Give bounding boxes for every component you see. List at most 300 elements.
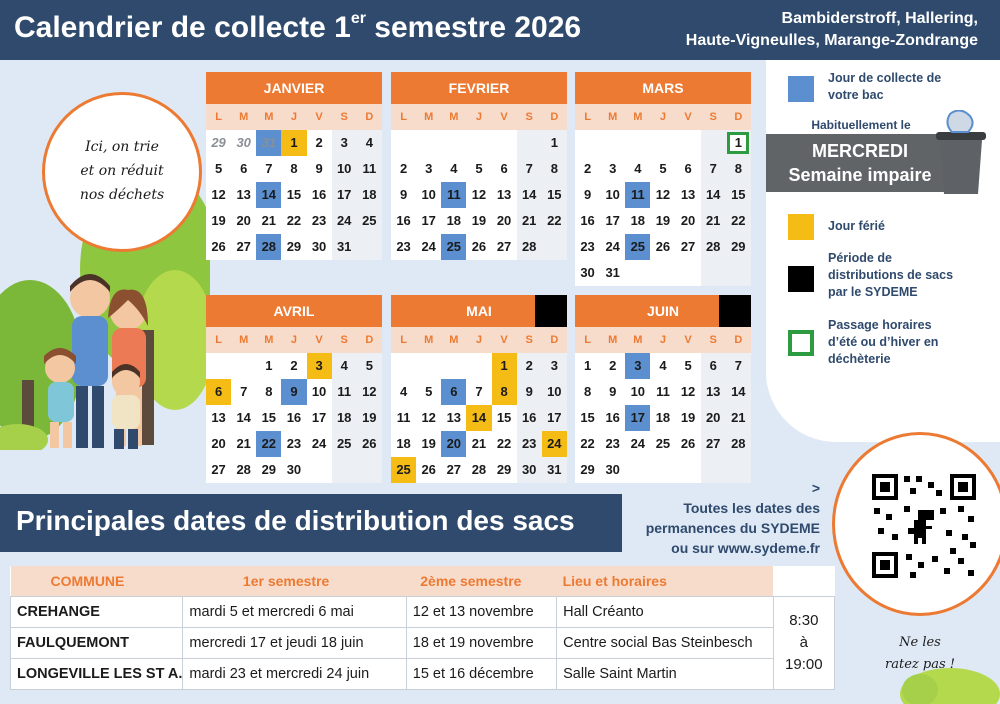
calendar-day: 22 <box>580 436 595 451</box>
calendar-day: 7 <box>517 156 542 182</box>
calendar-day: 13 <box>701 379 726 405</box>
calendar-day: 2 <box>399 161 408 176</box>
weekday-label: J <box>659 111 666 123</box>
week-row <box>575 130 751 156</box>
calendar-day: 24 <box>311 436 327 451</box>
weekday-label: M <box>608 111 618 123</box>
calendar-day: 27 <box>496 239 512 254</box>
cell-commune: FAULQUEMONT <box>11 627 183 658</box>
weekday-label: D <box>550 111 559 123</box>
calendar-day: 19 <box>357 405 382 431</box>
calendar-day: 26 <box>357 431 382 457</box>
week-row <box>391 353 567 379</box>
calendar-day: 14 <box>517 182 542 208</box>
weekday-label: S <box>340 111 348 123</box>
calendar-day: 15 <box>726 182 751 208</box>
cell-s1: mardi 23 et mercredi 24 juin <box>183 658 406 689</box>
calendar-day: 14 <box>701 182 726 208</box>
weekday-header <box>206 104 382 130</box>
calendar-day: 15 <box>580 410 595 425</box>
calendar-day: 23 <box>396 239 411 254</box>
col-header-s1: 1er semestre <box>183 566 406 596</box>
calendar-day: 23 <box>517 431 542 457</box>
weekday-label: S <box>525 334 533 346</box>
calendar-day: 7 <box>475 384 483 399</box>
calendar-day: 29 <box>211 135 226 150</box>
calendar-day: 22 <box>496 436 512 451</box>
calendar-day: 29 <box>496 462 512 477</box>
month-janvier <box>206 72 382 260</box>
month-avril <box>206 295 382 483</box>
calendar-day: 25 <box>441 234 466 260</box>
sydeme-link-text[interactable]: > Toutes les dates des permanences du SYDEME ou sur www.sydeme.fr <box>645 480 820 556</box>
calendar-day: 13 <box>680 187 696 202</box>
calendar-day: 26 <box>680 436 696 451</box>
month-mars <box>575 72 751 286</box>
month-title <box>206 295 382 327</box>
calendar-day: 14 <box>236 410 251 425</box>
calendar-day <box>625 260 650 286</box>
calendar-day: 9 <box>583 187 592 202</box>
table-row <box>11 658 835 689</box>
week-row <box>575 353 751 379</box>
weekday-label: V <box>500 111 508 123</box>
month-title <box>206 72 382 104</box>
month-mai <box>391 295 567 483</box>
month-name: FEVRIER <box>448 80 510 96</box>
calendar-day: 31 <box>256 130 281 156</box>
calendar-day <box>517 130 542 156</box>
calendar-day: 10 <box>311 384 327 399</box>
calendar-day: 19 <box>211 213 226 228</box>
week-row <box>575 156 751 182</box>
week-row <box>391 379 567 405</box>
towns-list: Bambiderstroff, Hallering, Haute-Vigneulles, Marange-Zondrange <box>685 10 978 49</box>
cell-s2: 15 et 16 décembre <box>406 658 556 689</box>
calendar-day: 6 <box>701 353 726 379</box>
calendar-day: 6 <box>684 161 692 176</box>
calendar-day: 2 <box>315 135 323 150</box>
calendar-day: 1 <box>281 130 306 156</box>
calendar-day: 8 <box>492 379 517 405</box>
calendar-day: 11 <box>656 384 670 399</box>
distribution-marker <box>535 295 567 327</box>
calendar-day <box>650 260 675 286</box>
weekday-label: D <box>734 334 743 346</box>
col-header-commune: COMMUNE <box>11 566 183 596</box>
calendar-day: 20 <box>496 213 512 228</box>
calendar-day: 21 <box>517 208 542 234</box>
calendar-day <box>701 260 726 286</box>
week-row <box>206 156 382 182</box>
calendar-day: 8 <box>583 384 592 399</box>
calendar-day: 13 <box>446 410 462 425</box>
calendar-day: 15 <box>542 182 567 208</box>
col-header-lieu: Lieu et horaires <box>557 566 774 596</box>
calendar-day: 4 <box>399 384 408 399</box>
weekday-header <box>391 327 567 353</box>
calendar-day <box>357 234 382 260</box>
calendar-day: 26 <box>471 239 487 254</box>
calendar-day <box>676 130 701 156</box>
qr-code[interactable] <box>870 472 978 580</box>
calendar-day: 26 <box>421 462 436 477</box>
calendar-day: 15 <box>496 410 512 425</box>
calendar-day: 3 <box>609 161 617 176</box>
calendar-day: 5 <box>425 384 433 399</box>
calendar-day: 4 <box>634 161 642 176</box>
calendar-day: 1 <box>583 358 592 373</box>
calendar-day <box>391 353 416 379</box>
calendar-day: 5 <box>214 161 223 176</box>
calendar-day: 3 <box>425 161 433 176</box>
weekday-label: L <box>215 111 222 123</box>
calendar-day: 6 <box>240 161 248 176</box>
calendar-day: 14 <box>256 182 281 208</box>
weekday-header <box>391 104 567 130</box>
calendar-day: 18 <box>396 436 411 451</box>
weekday-label: V <box>500 334 508 346</box>
calendar-day: 22 <box>726 208 751 234</box>
month-title <box>391 72 567 104</box>
calendar-day: 1 <box>542 130 567 156</box>
calendar-day: 24 <box>605 239 620 254</box>
calendar-day: 20 <box>236 213 251 228</box>
calendar-day: 21 <box>726 405 751 431</box>
calendar-day: 29 <box>261 462 277 477</box>
weekday-label: L <box>400 111 407 123</box>
calendar-day: 29 <box>286 239 302 254</box>
calendar-day <box>441 353 466 379</box>
calendar-day: 27 <box>680 239 696 254</box>
calendar-day: 10 <box>605 187 620 202</box>
cell-s2: 18 et 19 novembre <box>406 627 556 658</box>
calendar-day <box>625 130 650 156</box>
weekday-label: M <box>264 334 274 346</box>
legend-label-dechetterie: Passage horaires d’été ou d’hiver en déchèterie <box>828 318 939 366</box>
calendar-day: 10 <box>630 384 646 399</box>
calendar-day <box>391 130 416 156</box>
calendar-day: 7 <box>726 353 751 379</box>
weekday-label: S <box>709 334 717 346</box>
calendar-day: 17 <box>311 410 327 425</box>
calendar-day: 24 <box>332 208 357 234</box>
month-name: MAI <box>466 303 492 319</box>
calendar-day: 12 <box>357 379 382 405</box>
calendar-day: 24 <box>630 436 646 451</box>
calendar-day: 30 <box>580 265 595 280</box>
day-number: 1 <box>727 132 749 154</box>
week-row <box>206 457 382 483</box>
calendar-day: 1 <box>492 353 517 379</box>
calendar-day: 10 <box>332 156 357 182</box>
weekday-label: J <box>290 111 297 123</box>
calendar-day: 9 <box>281 379 306 405</box>
calendar-day: 11 <box>357 156 382 182</box>
distribution-table <box>10 566 835 690</box>
calendar-day: 16 <box>311 187 327 202</box>
page-title: Calendrier de collecte 1er semestre 2026 <box>14 10 582 44</box>
calendar-day: 16 <box>286 410 302 425</box>
calendar-day: 13 <box>211 410 226 425</box>
weekday-label: J <box>475 334 482 346</box>
calendar-day: 30 <box>517 457 542 483</box>
calendar-day: 29 <box>726 234 751 260</box>
cell-commune: LONGEVILLE LES ST A. <box>11 658 183 689</box>
week-row <box>206 208 382 234</box>
calendar-day: 4 <box>357 130 382 156</box>
weekday-label: V <box>315 111 323 123</box>
calendar-day: 22 <box>542 208 567 234</box>
calendar-day: 22 <box>256 431 281 457</box>
calendar-day: 28 <box>256 234 281 260</box>
calendar-day: 27 <box>446 462 462 477</box>
calendar-day: 11 <box>625 182 650 208</box>
week-row <box>391 208 567 234</box>
week-row <box>391 182 567 208</box>
calendar-day <box>416 353 441 379</box>
month-name: AVRIL <box>273 303 315 319</box>
calendar-day: 16 <box>517 405 542 431</box>
calendar-day: 25 <box>357 208 382 234</box>
week-row <box>575 234 751 260</box>
cell-lieu: Hall Créanto <box>557 596 774 627</box>
calendar-day <box>307 457 332 483</box>
calendar-day: 7 <box>701 156 726 182</box>
calendar-day: 16 <box>605 410 620 425</box>
week-row <box>575 182 751 208</box>
legend-label-ferie: Jour férié <box>828 219 885 233</box>
calendar-day: 29 <box>580 462 595 477</box>
calendar-day <box>492 130 517 156</box>
calendar-day: 5 <box>357 353 382 379</box>
calendar-day: 9 <box>609 384 617 399</box>
calendar-day: 21 <box>261 213 277 228</box>
calendar-day: 6 <box>206 379 231 405</box>
calendar-day <box>231 353 256 379</box>
calendar-day: 5 <box>475 161 483 176</box>
week-row <box>206 431 382 457</box>
weekday-label: L <box>584 334 591 346</box>
week-row <box>206 234 382 260</box>
week-row <box>206 353 382 379</box>
legend-swatch-distribution <box>788 266 814 292</box>
calendar-day: 12 <box>211 187 226 202</box>
calendar-day: 19 <box>421 436 436 451</box>
calendar-day: 17 <box>625 405 650 431</box>
calendar-day: 26 <box>211 239 226 254</box>
calendar-day: 17 <box>421 213 436 228</box>
calendar-day: 14 <box>466 405 491 431</box>
calendar-day: 25 <box>391 457 416 483</box>
calendar-day: 19 <box>655 213 671 228</box>
calendar-day: 30 <box>286 462 302 477</box>
calendar-day: 7 <box>265 161 273 176</box>
weekday-label: D <box>734 111 743 123</box>
distribution-marker <box>719 295 751 327</box>
calendar-day: 25 <box>332 431 357 457</box>
calendar-day: 20 <box>701 405 726 431</box>
calendar-day: 27 <box>236 239 251 254</box>
calendar-day: 9 <box>315 161 323 176</box>
calendar-day: 3 <box>625 353 650 379</box>
week-row <box>391 431 567 457</box>
calendar-day: 8 <box>542 156 567 182</box>
calendar-day: 26 <box>655 239 671 254</box>
calendar-day: 16 <box>396 213 411 228</box>
calendar-day: 18 <box>446 213 462 228</box>
weekday-label: J <box>475 111 482 123</box>
legend-swatch-ferie <box>788 214 814 240</box>
week-row <box>206 405 382 431</box>
calendar-day: 28 <box>471 462 487 477</box>
week-row <box>575 431 751 457</box>
calendar-day <box>600 130 625 156</box>
calendar-day: 31 <box>542 457 567 483</box>
calendar-day: 5 <box>659 161 667 176</box>
week-row <box>391 457 567 483</box>
calendar-day: 28 <box>701 234 726 260</box>
calendar-day: 18 <box>630 213 646 228</box>
week-row <box>575 405 751 431</box>
month-title <box>575 72 751 104</box>
weekday-label: M <box>449 334 459 346</box>
calendar-day <box>726 130 751 156</box>
calendar-day: 17 <box>332 182 357 208</box>
col-header-blank <box>773 566 834 596</box>
weekday-label: V <box>684 334 692 346</box>
calendar-day: 28 <box>726 431 751 457</box>
calendar-day: 6 <box>441 379 466 405</box>
calendar-day <box>676 260 701 286</box>
collection-day-box: MERCREDI Semaine impaire <box>766 134 954 192</box>
slogan-text: Ici, on trie et on réduit nos déchets <box>79 139 165 203</box>
calendar-day: 17 <box>605 213 620 228</box>
cell-commune: CREHANGE <box>11 596 183 627</box>
calendar-day <box>726 260 751 286</box>
calendar-day: 2 <box>583 161 592 176</box>
calendar-day: 27 <box>211 462 226 477</box>
weekday-label: L <box>584 111 591 123</box>
calendar-day: 28 <box>517 234 542 260</box>
calendar-day: 5 <box>684 358 692 373</box>
weekday-header <box>575 327 751 353</box>
weekday-header <box>206 327 382 353</box>
calendar-day: 21 <box>471 436 487 451</box>
calendar-day: 23 <box>311 213 327 228</box>
calendar-day: 8 <box>290 161 298 176</box>
weekday-label: J <box>659 334 666 346</box>
month-name: JUIN <box>647 303 679 319</box>
cell-s1: mercredi 17 et jeudi 18 juin <box>183 627 406 658</box>
calendar-day <box>466 353 491 379</box>
calendar-day: 19 <box>680 410 696 425</box>
cell-lieu: Centre social Bas Steinbesch <box>557 627 774 658</box>
calendar-day: 15 <box>261 410 277 425</box>
weekday-label: J <box>290 334 297 346</box>
calendar-day: 2 <box>517 353 542 379</box>
trash-bin-icon <box>926 110 992 196</box>
weekday-label: M <box>608 334 618 346</box>
calendar-day <box>332 457 357 483</box>
calendar-day <box>575 130 600 156</box>
weekday-label: D <box>550 334 559 346</box>
cell-s1: mardi 5 et mercredi 6 mai <box>183 596 406 627</box>
calendar-day: 20 <box>680 213 696 228</box>
weekday-label: V <box>684 111 692 123</box>
col-header-s2: 2ème semestre <box>406 566 556 596</box>
calendar-day: 28 <box>236 462 251 477</box>
weekday-header <box>575 104 751 130</box>
calendar-day: 20 <box>441 431 466 457</box>
weekday-label: D <box>365 111 374 123</box>
usual-day-label: Habituellement le <box>811 118 911 132</box>
calendar-day: 2 <box>290 358 298 373</box>
calendar-day: 31 <box>332 234 357 260</box>
reminder-text: Ne les ratez pas ! <box>885 635 955 672</box>
calendar-day: 10 <box>542 379 567 405</box>
calendar-day: 10 <box>421 187 436 202</box>
weekday-label: L <box>400 334 407 346</box>
calendar-day: 12 <box>421 410 436 425</box>
calendar-day: 25 <box>655 436 671 451</box>
cell-lieu: Salle Saint Martin <box>557 658 774 689</box>
weekday-label: M <box>424 334 434 346</box>
calendar-day: 25 <box>625 234 650 260</box>
calendar-day: 8 <box>265 384 273 399</box>
calendar-day: 3 <box>307 353 332 379</box>
weekday-label: V <box>315 334 323 346</box>
calendar-day <box>466 130 491 156</box>
calendar-day: 4 <box>659 358 667 373</box>
calendar-day: 8 <box>726 156 751 182</box>
calendar-day: 22 <box>286 213 302 228</box>
table-row <box>11 596 835 627</box>
calendar-day: 23 <box>605 436 620 451</box>
calendar-day: 21 <box>701 208 726 234</box>
calendar-day: 17 <box>542 405 567 431</box>
cell-hours: 8:30 à 19:00 <box>773 596 834 689</box>
distribution-title: Principales dates de distribution des sacs <box>16 505 575 536</box>
legend-swatch-dechetterie <box>788 330 814 356</box>
calendar-day: 11 <box>332 379 357 405</box>
calendar-day: 12 <box>471 187 487 202</box>
weekday-label: M <box>449 111 459 123</box>
month-juin <box>575 295 751 483</box>
calendar-day: 30 <box>236 135 251 150</box>
weekday-label: M <box>424 111 434 123</box>
calendar-day: 15 <box>286 187 302 202</box>
calendar-day: 9 <box>517 379 542 405</box>
calendar-day: 30 <box>605 462 620 477</box>
week-row <box>575 208 751 234</box>
table-row <box>11 627 835 658</box>
calendar-day: 6 <box>500 161 508 176</box>
calendar-day: 11 <box>396 410 411 425</box>
weekday-label: M <box>239 111 249 123</box>
weekday-label: S <box>525 111 533 123</box>
weekday-label: M <box>633 334 643 346</box>
cell-s2: 12 et 13 novembre <box>406 596 556 627</box>
table-header-row <box>11 566 835 596</box>
week-row <box>206 130 382 156</box>
calendar-day <box>650 130 675 156</box>
weekday-label: M <box>633 111 643 123</box>
weekday-label: M <box>264 111 274 123</box>
week-row <box>391 405 567 431</box>
weekday-label: M <box>239 334 249 346</box>
week-row <box>575 379 751 405</box>
